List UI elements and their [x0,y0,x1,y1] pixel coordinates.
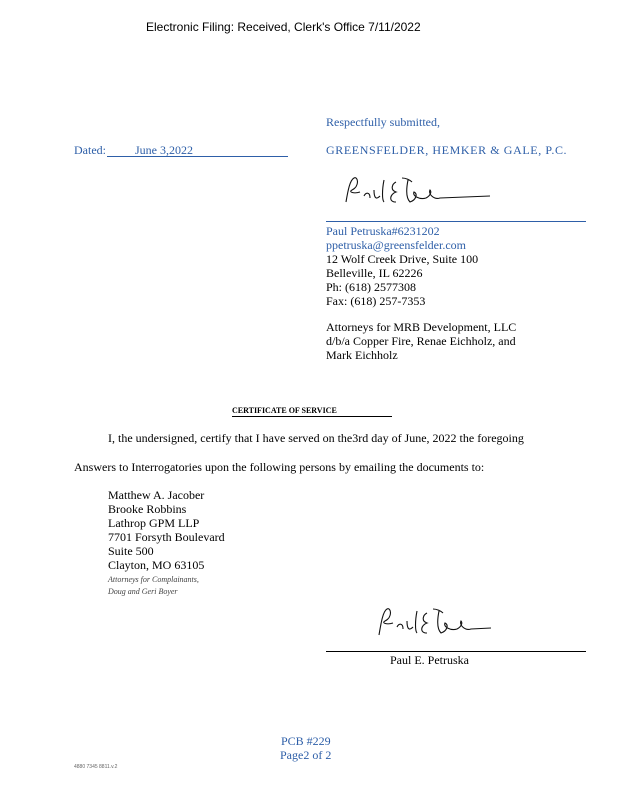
certificate-line-1: I, the undersigned, certify that I have served on the3rd day of June, 2022 the foregoing [108,431,524,445]
certificate-line-2: Answers to Interrogatories upon the following persons by emailing the documents to: [74,460,485,474]
attorneys-for-line-1: Attorneys for MRB Development, LLC [326,320,517,334]
address-line-1: 12 Wolf Creek Drive, Suite 100 [326,252,479,266]
service-name-1: Matthew A. Jacober [108,488,205,502]
attorney-info [326,224,478,308]
service-name-2: Brooke Robbins [108,502,187,516]
signature-image [340,172,500,214]
attorneys-for [326,320,516,362]
respectfully-submitted: Respectfully submitted, [326,115,440,129]
service-city: Clayton, MO 63105 [108,558,205,572]
second-signature-line [326,651,586,652]
filing-stamp: Electronic Filing: Received, Clerk's Office 7/11/2022 [146,20,421,34]
footer-case-number: PCB #229 [281,734,331,748]
signature-image-2 [375,603,495,643]
attorneys-for-line-3: Mark Eichholz [326,348,398,362]
service-street: 7701 Forsyth Boulevard [108,530,225,544]
service-list [108,488,225,572]
dated-underline [107,156,288,157]
firm-name: GREENSFELDER, HEMKER & GALE, P.C. [326,143,568,157]
fax: Fax: (618) 257-7353 [326,294,426,308]
footer-page-number: Page2 of 2 [280,748,332,762]
attorney-name: Paul Petruska#6231202 [326,224,440,238]
signature-line [326,221,586,222]
attorney-email: ppetruska@greensfelder.com [326,238,466,252]
service-suite: Suite 500 [108,544,154,558]
certificate-title: CERTIFICATE OF SERVICE [232,406,337,415]
dated-value: June 3,2022 [135,143,193,157]
phone: Ph: (618) 2577308 [326,280,416,294]
address-line-2: Belleville, IL 62226 [326,266,423,280]
second-signature-name: Paul E. Petruska [390,653,469,667]
attorneys-for-line-2: d/b/a Copper Fire, Renae Eichholz, and [326,334,516,348]
service-firm: Lathrop GPM LLP [108,516,200,530]
footer-doc-id: 4880 7345 8811.v.2 [74,764,118,770]
certificate-title-underline [232,416,392,417]
service-role-1: Attorneys for Complainants, [108,575,199,584]
service-role-2: Doug and Geri Boyer [108,587,178,596]
dated-label: Dated: [74,143,106,157]
